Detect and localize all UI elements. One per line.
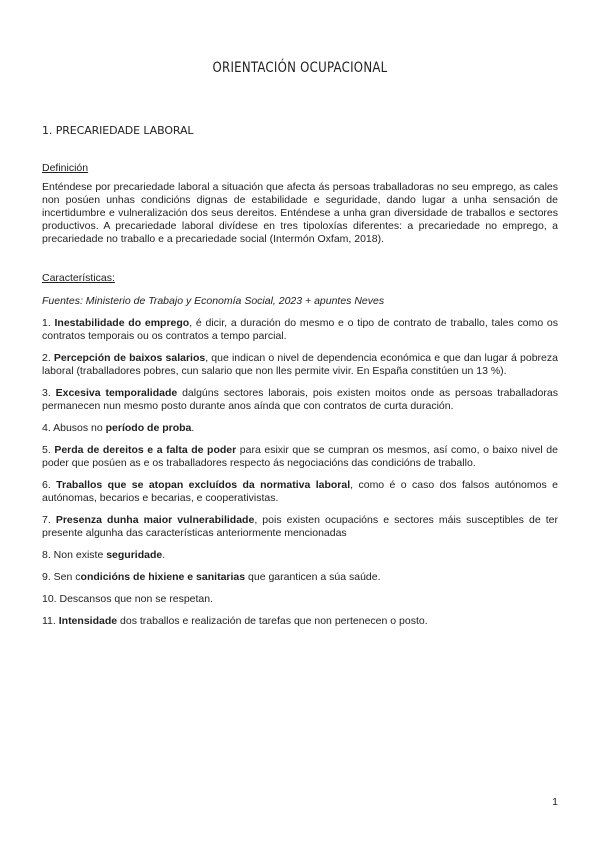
list-item: 11. Intensidade dos traballos e realización de tarefas que non pertenecen o posto. (42, 615, 428, 627)
list-item: 4. Abusos no período de proba. (42, 422, 195, 434)
page-title: ORIENTACIÓN OCUPACIONAL (212, 60, 388, 76)
characteristics-label: Características: (42, 272, 115, 284)
definition-paragraph: Enténdese por precariedade laboral a situación que afecta ás persoas traballadoras no seu emprego, as cales non posúen unhas condicións dignas de estabilidade e seguridade, dando lugar a unha sensación de incertidumbre e vulneralización dos seus dereitos. Enténdese a unha gran diversidade de traballos e sectores productivos. A precariedade laboral divídese en tres tipoloxías diferentes: a precariedade no emprego, a precariedade no traballo e a precariedade social (Intermón Oxfam, 2018). (42, 181, 558, 245)
list-item: 1. Inestabilidade do emprego, é dicir, a duración do mesmo e o tipo de contrato de traballo, tales como os contratos temporais ou os contratos a tempo parcial. (42, 317, 558, 342)
list-item: 3. Excesiva temporalidade dalgúns sectores laborais, pois existen moitos onde as persoas traballadoras permanecen nun mesmo posto durante anos aínda que con contratos de curta duración. (42, 387, 558, 412)
list-item: 5. Perda de dereitos e a falta de poder para esixir que se cumpran os mesmos, así como, o baixo nivel de poder que posúen as e os traballadores respecto ás negociacións das condicións de traballo. (42, 444, 558, 469)
sources-line: Fuentes: Ministerio de Trabajo y Economía Social, 2023 + apuntes Neves (42, 295, 385, 307)
document-body (42, 162, 558, 637)
list-item: 9. Sen condicións de hixiene e sanitarias que garanticen a súa saúde. (42, 571, 381, 583)
list-item: 6. Traballos que se atopan excluídos da normativa laboral, como é o caso dos falsos autónomos e autónomas, becarios e becarias, e cooperativistas. (42, 479, 558, 504)
list-item: 10. Descansos que non se respetan. (42, 593, 214, 605)
section-heading: 1. PRECARIEDADE LABORAL (42, 124, 194, 137)
page-number: 1 (552, 796, 558, 808)
definition-label: Definición (42, 162, 89, 174)
list-item: 7. Presenza dunha maior vulnerabilidade, pois existen ocupacións e sectores máis susceptibles de ter presente algunha das características anteriormente mencionadas (42, 514, 558, 539)
list-item: 8. Non existe seguridade. (42, 549, 166, 561)
list-item: 2. Percepción de baixos salarios, que indican o nivel de dependencia económica e que dan lugar á pobreza laboral (traballadores pobres, cun salario que non lles permite vivir. En España constitúen un 13 %). (42, 352, 558, 377)
